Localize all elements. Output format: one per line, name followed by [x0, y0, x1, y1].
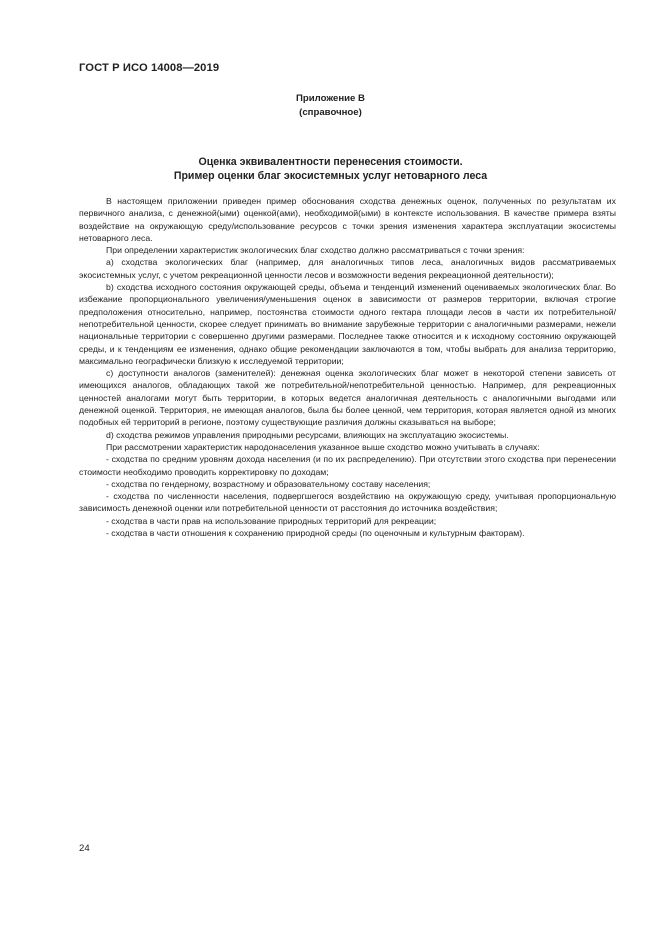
- paragraph-population-lead: При рассмотрении характеристик народонаселения указанное выше сходство можно учитывать в случаях:: [106, 441, 540, 452]
- list-item-population-size: - сходства по численности населения, подвергшегося воздействию на окружающую среду, учитывая пропорциональную зависимость денежной оценки или потребительной ценности от расстояния до источника воздействия;: [79, 491, 616, 514]
- paragraph-criteria-lead: При определении характеристик экологических благ сходство должно рассматриваться с точки зрения:: [106, 245, 525, 256]
- body-text: [79, 195, 616, 539]
- appendix-heading: [0, 92, 661, 120]
- list-item-income: - сходства по средним уровням дохода населения (и по их распределению). При отсутствии этого сходства при перенесении стоимости необходимо проводить корректировку по доходам;: [79, 454, 616, 477]
- paragraph-item-b: b) сходства исходного состояния окружающей среды, объема и тенденций изменений оцениваемых экологических благ. Во избежание пропорционального увеличения/уменьшения оценок в зависимости от размеров территории, включая строгие предположения относительно, например, постоянства стоимости одного гектара площади лесов в части их потребительной/непотребительной ценности, скорее следует принимать во внимание зарубежные территории с аналогичными размерами, нежели национальные территории с совершенно другими размерами. Последнее также относится и к исходному состоянию окружающей среды, и к тенденциям ее изменения, однако общие рекомендации заключаются в том, чтобы выбрать для анализа территорию, максимально географически близкую к исследуемой территории;: [79, 282, 616, 366]
- paragraph-item-d: d) сходства режимов управления природными ресурсами, влияющих на эксплуатацию экосистемы.: [106, 429, 509, 440]
- list-item-demographics: - сходства по гендерному, возрастному и образовательному составу населения;: [106, 478, 431, 489]
- section-title-line-1: Оценка эквивалентности перенесения стоимости.: [198, 156, 463, 168]
- page-number: 24: [79, 843, 90, 854]
- paragraph-intro: В настоящем приложении приведен пример обоснования сходства денежных оценок, полученных по результатам их первичного анализа, с денежной(ыми) оценкой(ами), необходимой(ыми) в контексте использования. В качестве примера взяты воздействие на окружающую среду/использование ресурсов с точки зрения изменения характера эксплуатации экосистемы нетоварного леса.: [79, 196, 616, 243]
- section-title-line-2: Пример оценки благ экосистемных услуг нетоварного леса: [173, 170, 488, 182]
- appendix-subtitle: (справочное): [299, 107, 362, 118]
- document-standard-code: ГОСТ Р ИСО 14008—2019: [79, 62, 220, 74]
- list-item-usage-rights: - сходства в части прав на использование природных территорий для рекреации;: [106, 515, 437, 526]
- paragraph-item-c: с) доступности аналогов (заменителей): денежная оценка экологических благ может в некоторой степени зависеть от имеющихся аналогов, обладающих такой же потребительной/непотребительной ценностью. Например, для рекреационных ценностей аналогами могут быть территории, в которых ведется аналогичная деятельность с аналогичными выгодами или денежной оценкой. Территория, не имеющая аналогов, была бы более ценной, чем территория, которая является одной из многих подобных ей территорий в регионе, поэтому существующие различия должны сказываться на выборе;: [79, 368, 616, 428]
- paragraph-item-a: а) сходства экологических благ (например, для аналогичных типов леса, аналогичных видов рассматриваемых экосистемных услуг, с учетом рекреационной ценности лесов и возможности ведения рекреационной деятельности);: [79, 257, 616, 280]
- list-item-conservation-attitude: - сходства в части отношения к сохранению природной среды (по оценочным и культурным факторам).: [106, 528, 525, 539]
- appendix-title: Приложение В: [296, 93, 365, 104]
- section-title: [0, 155, 661, 183]
